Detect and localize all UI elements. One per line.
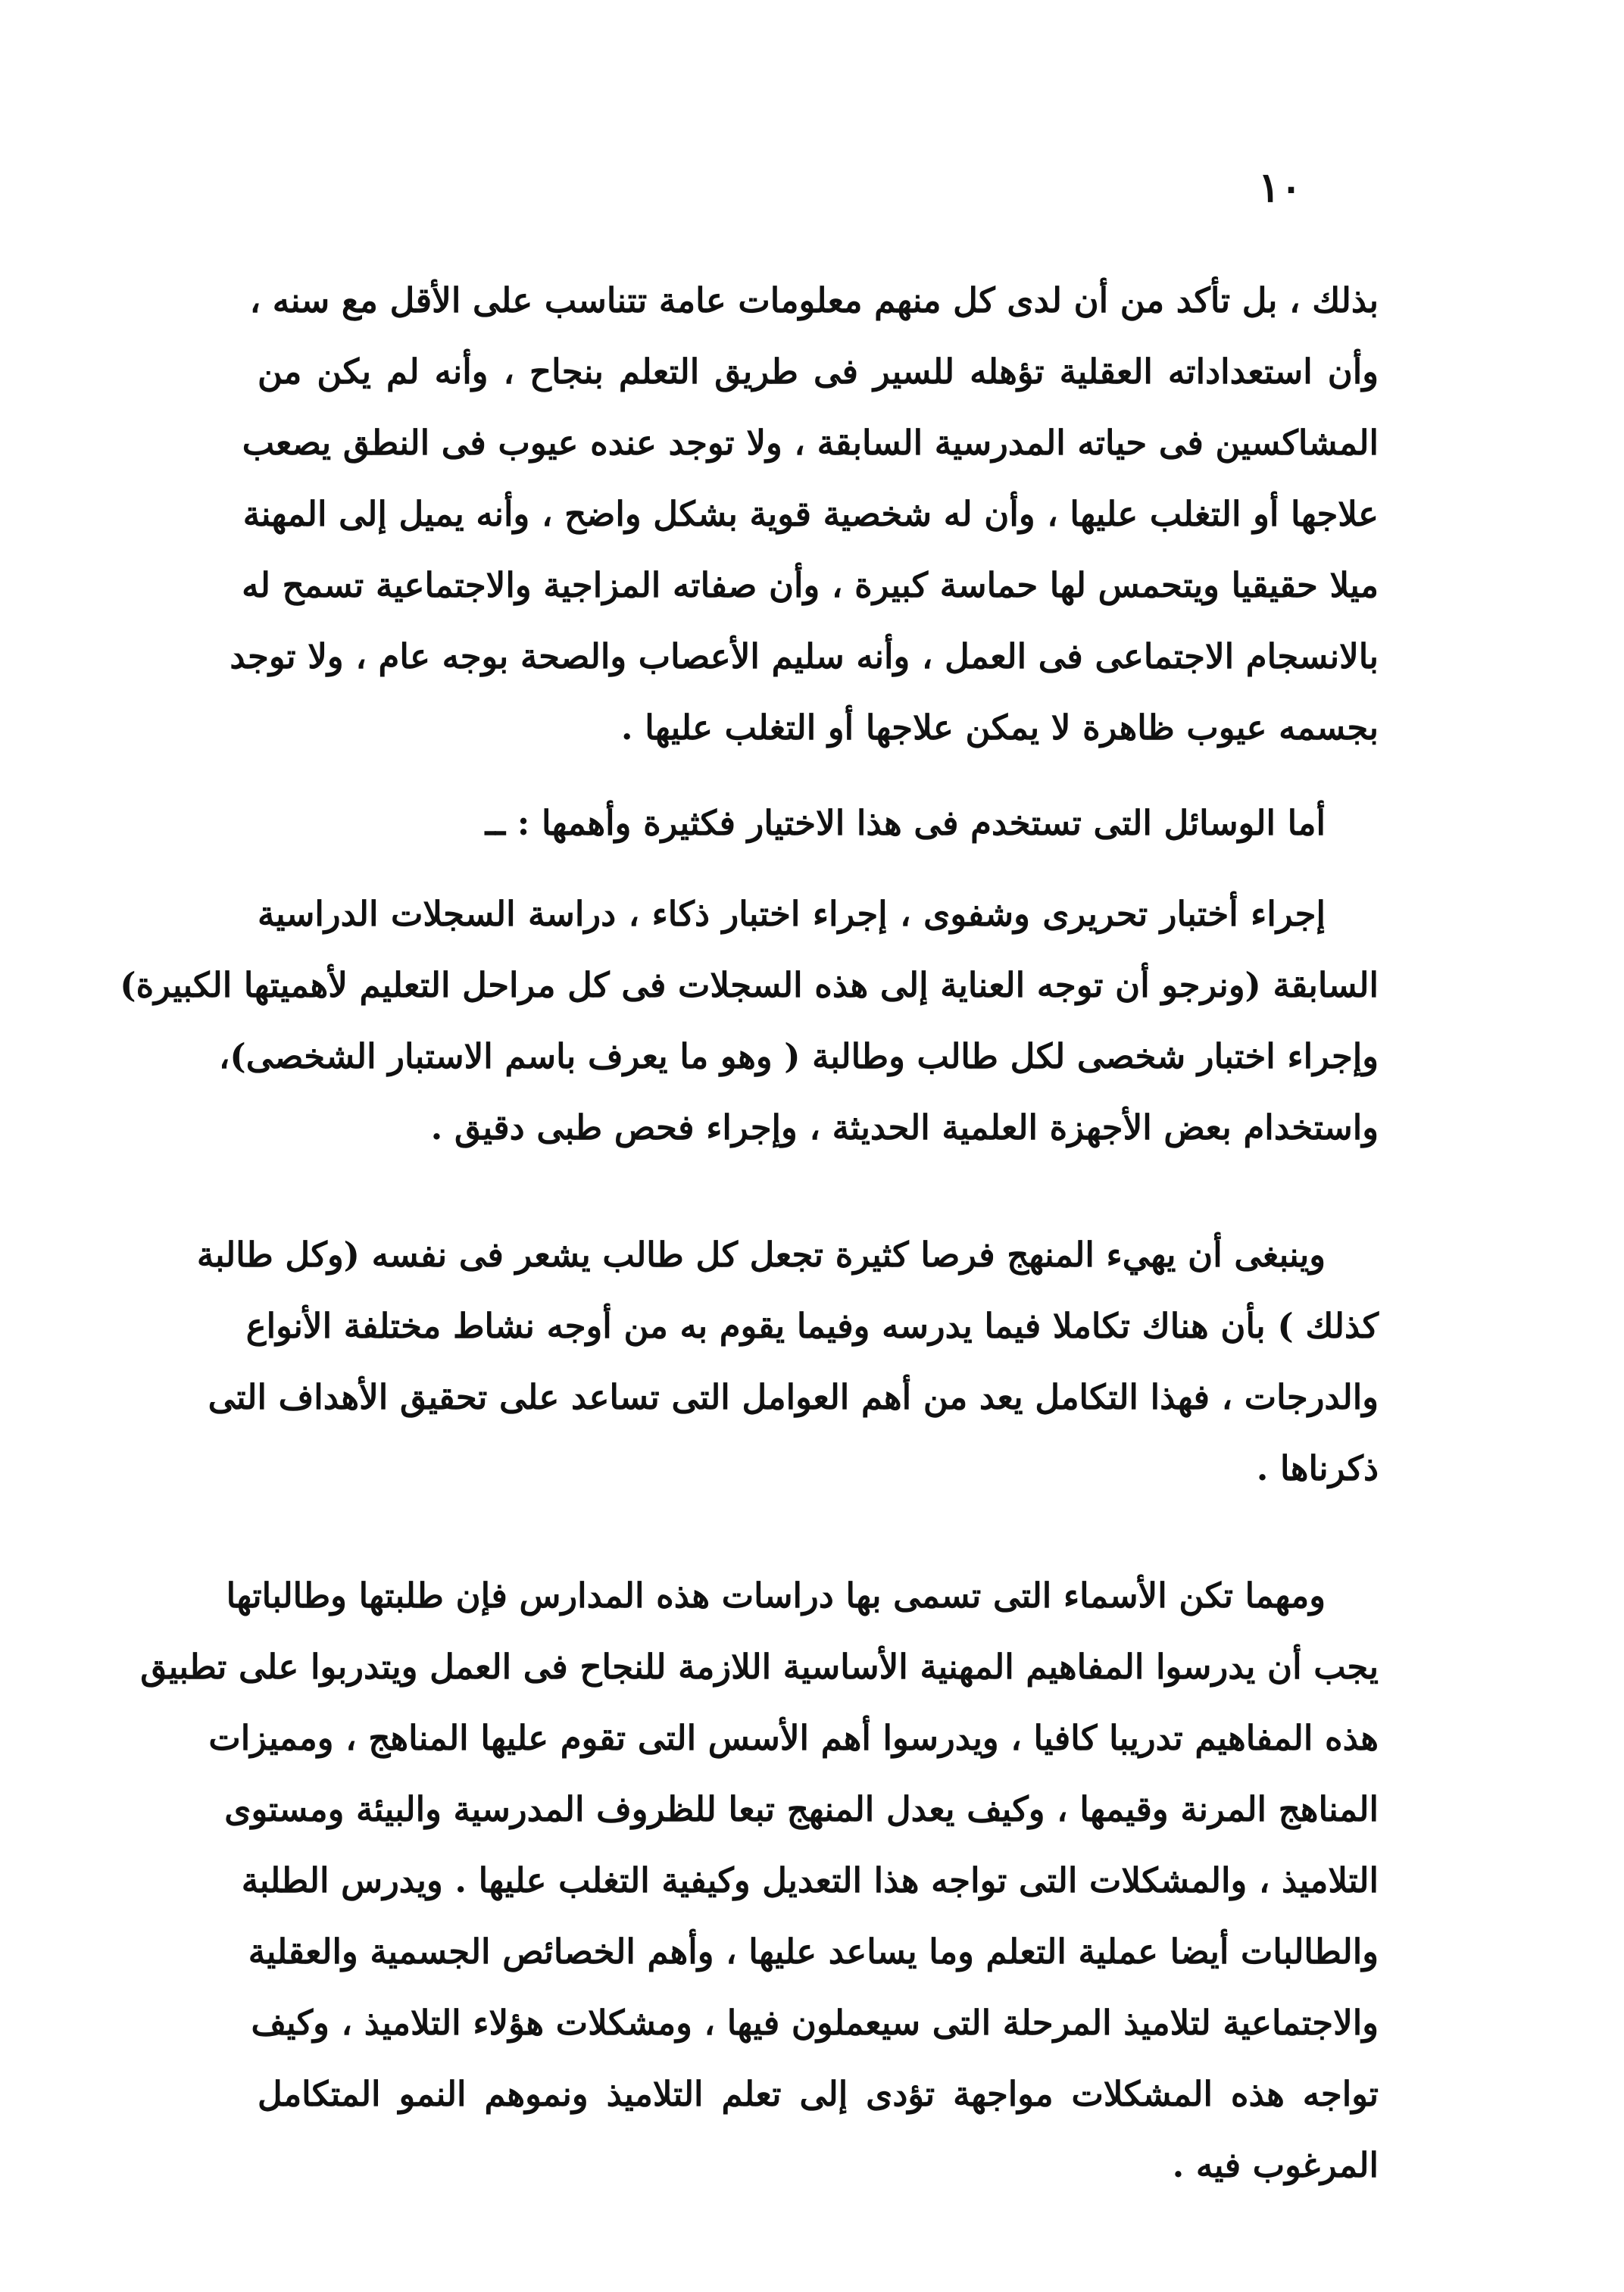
text-line: يجب أن يدرسوا المفاهيم المهنية الأساسية اللازمة للنجاح فى العمل ويتدربوا على تطبيق	[140, 1647, 1379, 1687]
text-line: التلاميذ ، والمشكلات التى تواجه هذا التعديل وكيفية التغلب عليها . ويدرس الطلبة	[241, 1860, 1379, 1900]
text-line: والاجتماعية لتلاميذ المرحلة التى سيعملون فيها ، ومشكلات هؤلاء التلاميذ ، وكيف	[251, 2003, 1379, 2043]
paragraph-selection-methods-list	[120, 879, 1379, 1163]
text-line: ذكرناها .	[1256, 1448, 1379, 1488]
text-line: بالانسجام الاجتماعى فى العمل ، وأنه سليم الأعصاب والصحة بوجه عام ، ولا توجد	[230, 636, 1379, 676]
text-line: هذه المفاهيم تدريبا كافيا ، ويدرسوا أهم الأسس التى تقوم عليها المناهج ، ومميزات	[208, 1718, 1379, 1758]
text-line: إجراء أختبار تحريرى وشفوى ، إجراء اختبار ذكاء ، دراسة السجلات الدراسية	[258, 894, 1326, 934]
text-line: كذلك ) بأن هناك تكاملا فيما يدرسه وفيما يقوم به من أوجه نشاط مختلفة الأنواع	[245, 1306, 1379, 1346]
text-line: علاجها أو التغلب عليها ، وأن له شخصية قوية بشكل واضح ، وأنه يميل إلى المهنة	[242, 494, 1379, 534]
paragraph-student-qualifications	[230, 265, 1379, 763]
text-line: وأن استعداداته العقلية تؤهله للسير فى طريق التعلم بنجاح ، وأنه لم يكن من	[258, 351, 1379, 392]
text-line: وإجراء اختبار شخصى لكل طالب وطالبة ( وهو ما يعرف باسم الاستبار الشخصى)،	[218, 1036, 1379, 1076]
text-line: والدرجات ، فهذا التكامل يعد من أهم العوامل التى تساعد على تحقيق الأهداف التى	[208, 1377, 1379, 1417]
text-line: أما الوسائل التى تستخدم فى هذا الاختيار فكثيرة وأهمها : ــ	[485, 803, 1326, 843]
text-line: ومهما تكن الأسماء التى تسمى بها دراسات هذه المدارس فإن طلبتها وطالباتها	[226, 1575, 1326, 1616]
paragraph-curriculum-integration	[196, 1219, 1379, 1504]
text-line: المرغوب فيه .	[1172, 2145, 1379, 2185]
text-line: ميلا حقيقيا ويتحمس لها حماسة كبيرة ، وأن صفاته المزاجية والاجتماعية تسمح له	[242, 565, 1379, 605]
text-line: السابقة (ونرجو أن توجه العناية إلى هذه السجلات فى كل مراحل التعليم لأهميتها الكبيرة)	[120, 965, 1379, 1005]
paragraph-professional-concepts	[140, 1560, 1379, 2201]
paragraph-selection-methods-intro	[258, 788, 1379, 859]
text-line: بذلك ، بل تأكد من أن لدى كل منهم معلومات عامة تتناسب على الأقل مع سنه ،	[249, 280, 1379, 320]
text-line: والطالبات أيضا عملية التعلم وما يساعد عليها ، وأهم الخصائص الجسمية والعقلية	[248, 1931, 1379, 1972]
text-line: بجسمه عيوب ظاهرة لا يمكن علاجها أو التغلب عليها .	[620, 707, 1379, 748]
text-line: واستخدام بعض الأجهزة العلمية الحديثة ، وإجراء فحص طبى دقيق .	[430, 1107, 1379, 1148]
text-line: المشاكسين فى حياته المدرسية السابقة ، ولا توجد عنده عيوب فى النطق يصعب	[242, 423, 1379, 463]
text-line: وينبغى أن يهيء المنهج فرصا كثيرة تجعل كل طالب يشعر فى نفسه (وكل طالبة	[196, 1235, 1326, 1275]
page-number: ١٠	[1257, 163, 1302, 211]
text-line: المناهج المرنة وقيمها ، وكيف يعدل المنهج تبعا للظروف المدرسية والبيئة ومستوى	[224, 1789, 1379, 1829]
text-line: تواجه هذه المشكلات مواجهة تؤدى إلى تعلم التلاميذ ونموهم النمو المتكامل	[258, 2074, 1379, 2114]
